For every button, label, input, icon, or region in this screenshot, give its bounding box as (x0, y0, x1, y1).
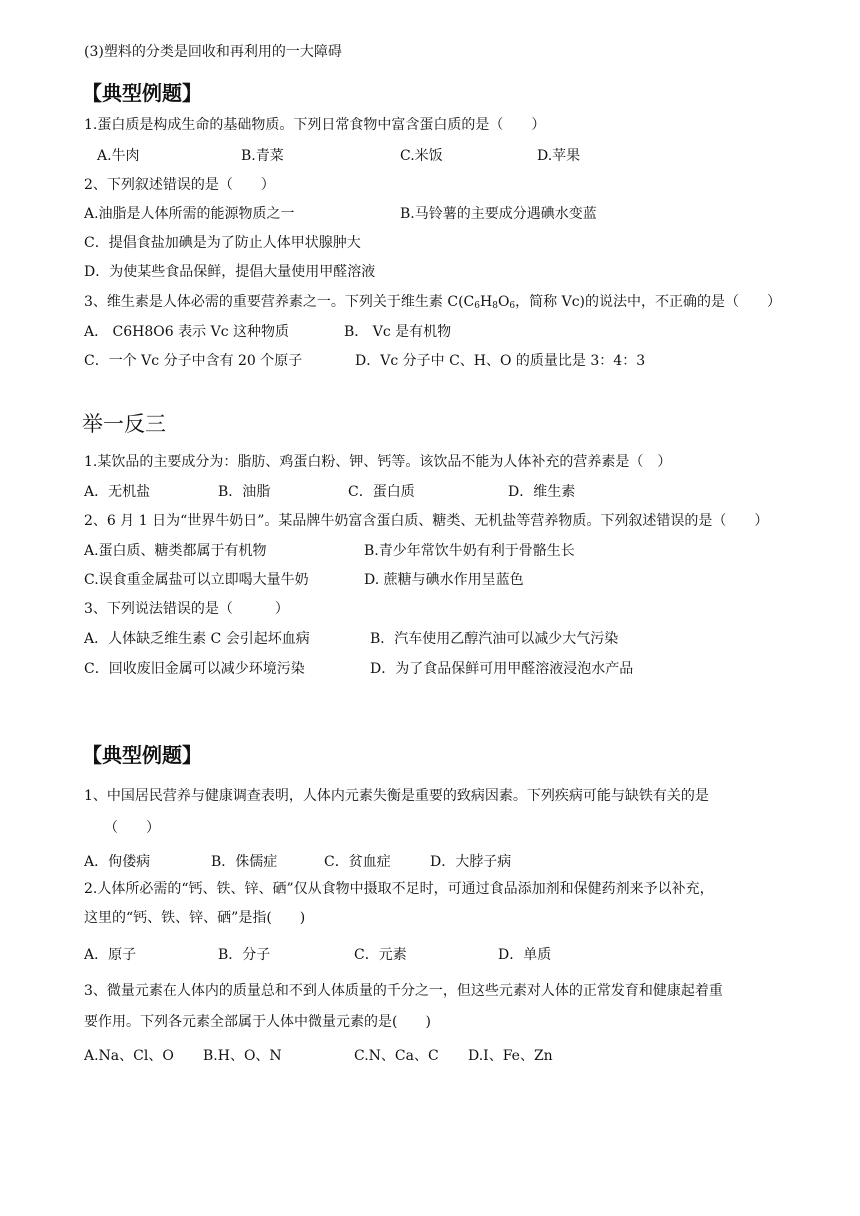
s2-q1-option-b: B．油脂 (218, 484, 271, 500)
s2-q2-option-d: D. 蔗糖与碘水作用呈蓝色 (364, 572, 524, 588)
s3-q2-option-a: A．原子 (84, 947, 137, 963)
s2-q3-option-c: C．回收废旧金属可以减少环境污染 (84, 661, 305, 677)
s3-q3-stem-line2: 要作用。下列各元素全部属于人体中微量元素的是( ) (84, 1014, 431, 1030)
s2-q3-option-b: B．汽车使用乙醇汽油可以减少大气污染 (370, 631, 619, 647)
s1-q1-option-b: B.青菜 (241, 148, 284, 164)
s3-q2-option-b: B．分子 (218, 947, 271, 963)
s3-q1-option-a: A．佝偻病 (84, 854, 151, 870)
s1-q2-option-a: A.油脂是人体所需的能源物质之一 (84, 206, 295, 222)
s3-q2-stem-line2: 这里的“钙、铁、锌、硒”是指( ) (84, 910, 306, 926)
s2-q1-option-a: A．无机盐 (84, 484, 151, 500)
s2-q3-stem: 3、下列说法错误的是（ ） (84, 601, 289, 617)
s1-q3-option-b: B． Vc 是有机物 (344, 324, 452, 340)
s2-q3-option-a: A．人体缺乏维生素 C 会引起坏血病 (84, 631, 310, 647)
s1-q1-option-c: C.米饭 (400, 148, 443, 164)
s3-q1-option-c: C．贫血症 (324, 854, 391, 870)
s3-q3-option-a: A.Na、Cl、O (84, 1048, 174, 1064)
s2-q2-option-a: A.蛋白质、糖类都属于有机物 (84, 543, 267, 559)
s2-q2-stem: 2、6 月 1 日为“世界牛奶日”。某品牌牛奶富含蛋白质、糖类、无机盐等营养物质。下列叙述错误的是（ ） (84, 513, 769, 529)
section-heading-typical-2: 【典型例题】 (82, 743, 202, 767)
s2-q2-option-b: B.青少年常饮牛奶有利于骨骼生长 (364, 543, 575, 559)
s1-q3-option-a: A． C6H8O6 表示 Vc 这种物质 (84, 324, 289, 340)
section-heading-practice: 举一反三 (82, 412, 166, 436)
s1-q2-stem: 2、下列叙述错误的是（ ） (84, 177, 275, 193)
s2-q1-option-d: D．维生素 (508, 484, 576, 500)
s3-q3-option-c: C.N、Ca、C (354, 1048, 439, 1064)
intro-line: (3)塑料的分类是回收和再利用的一大障碍 (84, 44, 342, 60)
s1-q1-option-a: A.牛肉 (97, 148, 140, 164)
s1-q3-stem: 3、维生素是人体必需的重要营养素之一。下列关于维生素 $C(C_6H_8O_6$，简称 Vc)的说法中，不正确的是（ ） (84, 294, 782, 311)
s1-q2-option-c: C．提倡食盐加碘是为了防止人体甲状腺肿大 (84, 235, 361, 251)
s3-q2-option-c: C．元素 (354, 947, 407, 963)
s3-q3-option-d: D.I、Fe、Zn (468, 1048, 553, 1064)
s3-q1-option-d: D．大脖子病 (430, 854, 512, 870)
s2-q3-option-d: D．为了食品保鲜可用甲醛溶液浸泡水产品 (370, 661, 634, 677)
s3-q1-option-b: B．侏儒症 (211, 854, 278, 870)
s1-q3-option-c: C．一个 Vc 分子中含有 20 个原子 (84, 353, 303, 369)
s2-q1-stem: 1.某饮品的主要成分为：脂肪、鸡蛋白粉、钾、钙等。该饮品不能为人体补充的营养素是（ ） (84, 454, 672, 470)
s2-q1-option-c: C．蛋白质 (348, 484, 415, 500)
s1-q1-option-d: D.苹果 (537, 148, 581, 164)
s3-q2-stem-line1: 2.人体所必需的“钙、铁、锌、硒”仅从食物中摄取不足时，可通过食品添加剂和保健药剂来予以补充， (84, 881, 714, 897)
s3-q1-paren: （ ） (104, 820, 160, 836)
s1-q2-option-d: D．为使某些食品保鲜，提倡大量使用甲醛溶液 (84, 264, 376, 280)
section-heading-typical-1: 【典型例题】 (82, 81, 202, 105)
s1-q3-option-d: D．Vc 分子中 C、H、O 的质量比是 3：4：3 (355, 353, 646, 369)
s3-q3-stem-line1: 3、微量元素在人体内的质量总和不到人体质量的千分之一，但这些元素对人体的正常发育和健康起着重 (84, 983, 723, 999)
s3-q2-option-d: D．单质 (498, 947, 552, 963)
s3-q3-option-b: B.H、O、N (203, 1048, 282, 1064)
s1-q2-option-b: B.马铃薯的主要成分遇碘水变蓝 (400, 206, 597, 222)
s1-q1-stem: 1.蛋白质是构成生命的基础物质。下列日常食物中富含蛋白质的是（ ） (84, 117, 546, 133)
s3-q1-stem: 1、中国居民营养与健康调查表明，人体内元素失衡是重要的致病因素。下列疾病可能与缺铁有关的是 (84, 788, 709, 804)
s2-q2-option-c: C.误食重金属盐可以立即喝大量牛奶 (84, 572, 309, 588)
